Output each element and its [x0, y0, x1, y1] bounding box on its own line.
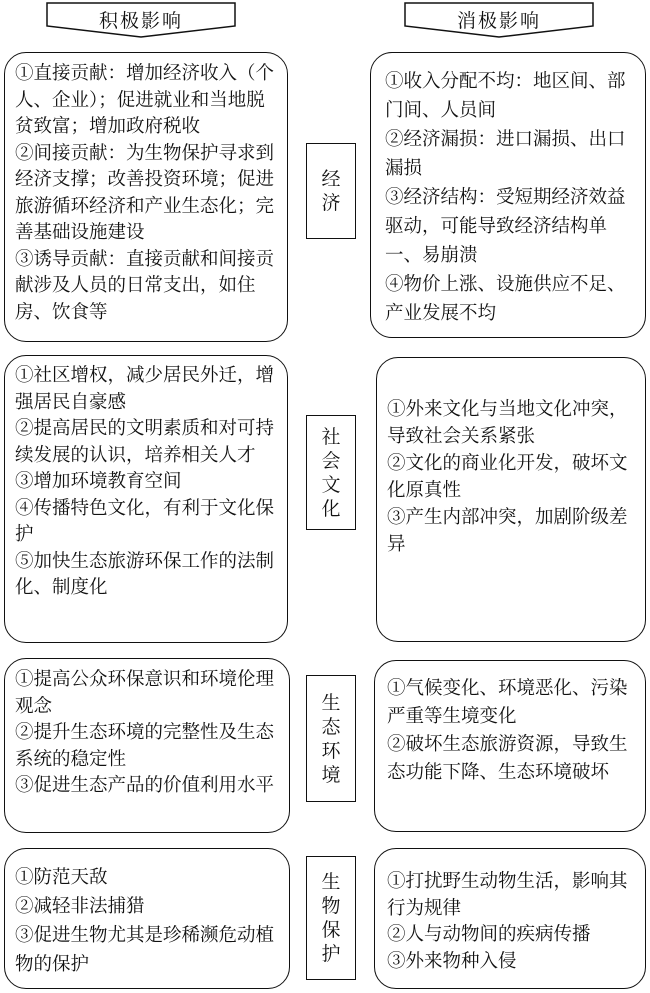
negative-header	[404, 2, 594, 36]
list-item: ②减轻非法捕猎	[15, 896, 145, 917]
list-item: ①直接贡献：增加经济收入（个人、企业）；促进就业和当地脱贫致富；增加政府税收	[15, 63, 275, 137]
positive-header-label: 积极影响	[98, 10, 183, 32]
list-item: ④传播特色文化，有利于文化保护	[15, 497, 275, 545]
ecology-negative-box	[374, 660, 646, 832]
category-label: 经 济	[321, 168, 341, 214]
list-item: ③诱导贡献：直接贡献和间接贡献涉及人员的日常支出，如住房、饮食等	[15, 248, 275, 323]
category-label: 生 态 环 境	[321, 691, 341, 786]
positive-header	[46, 2, 236, 36]
category-economy	[306, 143, 356, 239]
list-item: ①防范天敌	[15, 867, 108, 888]
list-item: ②破坏生态旅游资源，导致生态功能下降、生态环境破坏	[387, 734, 628, 783]
list-item: ②经济漏损：进口漏损、出口漏损	[385, 129, 626, 179]
economy-negative-box	[370, 52, 646, 338]
category-ecology	[306, 675, 356, 802]
category-label: 社 会 文 化	[321, 425, 341, 520]
list-item: ①外来文化与当地文化冲突，导致社会关系紧张	[387, 399, 628, 447]
list-item: ③增加环境教育空间	[15, 471, 182, 492]
list-item: ②提高居民的文明素质和对可持续发展的认识，培养相关人才	[15, 418, 275, 466]
list-item: ①收入分配不均：地区间、部门间、人员间	[385, 71, 626, 121]
category-label: 生 物 保 护	[321, 871, 341, 965]
list-item: ③经济结构：受短期经济效益驱动，可能导致经济结构单一、易崩溃	[385, 187, 626, 266]
ecology-positive-box	[4, 658, 290, 833]
bio-positive-box	[4, 848, 290, 989]
economy-positive-box	[4, 52, 288, 342]
list-item: ②文化的商业化开发，破坏文化原真性	[387, 453, 628, 501]
list-item: ②间接贡献：为生物保护寻求到经济支撑；改善投资环境；促进旅游循环经济和产业生态化；完善基础设施建设	[15, 142, 275, 243]
list-item: ②人与动物间的疾病传播	[387, 924, 591, 945]
social-negative-box	[376, 357, 646, 642]
list-item: ①打扰野生动物生活，影响其行为规律	[387, 871, 628, 919]
list-item: ③外来物种入侵	[387, 950, 517, 972]
list-item: ⑤加快生态旅游环保工作的法制化、制度化	[15, 550, 275, 598]
negative-header-label: 消极影响	[456, 10, 541, 32]
list-item: ③促进生态产品的价值利用水平	[15, 775, 275, 796]
list-item: ①提高公众环保意识和环境伦理观念	[15, 669, 275, 717]
list-item: ③产生内部冲突，加剧阶级差异	[387, 507, 628, 555]
list-item: ②提升生态环境的完整性及生态系统的稳定性	[15, 722, 275, 770]
list-item: ③促进生物尤其是珍稀濒危动植物的保护	[15, 925, 275, 975]
list-item: ①气候变化、环境恶化、污染严重等生境变化	[387, 678, 628, 727]
list-item: ④物价上涨、设施供应不足、产业发展不均	[385, 274, 626, 324]
list-item: ①社区增权，减少居民外迁，增强居民自豪感	[15, 365, 275, 413]
bio-negative-box	[374, 848, 646, 989]
category-social-culture	[306, 415, 356, 530]
social-positive-box	[4, 355, 288, 643]
category-bio-protection	[306, 856, 356, 980]
